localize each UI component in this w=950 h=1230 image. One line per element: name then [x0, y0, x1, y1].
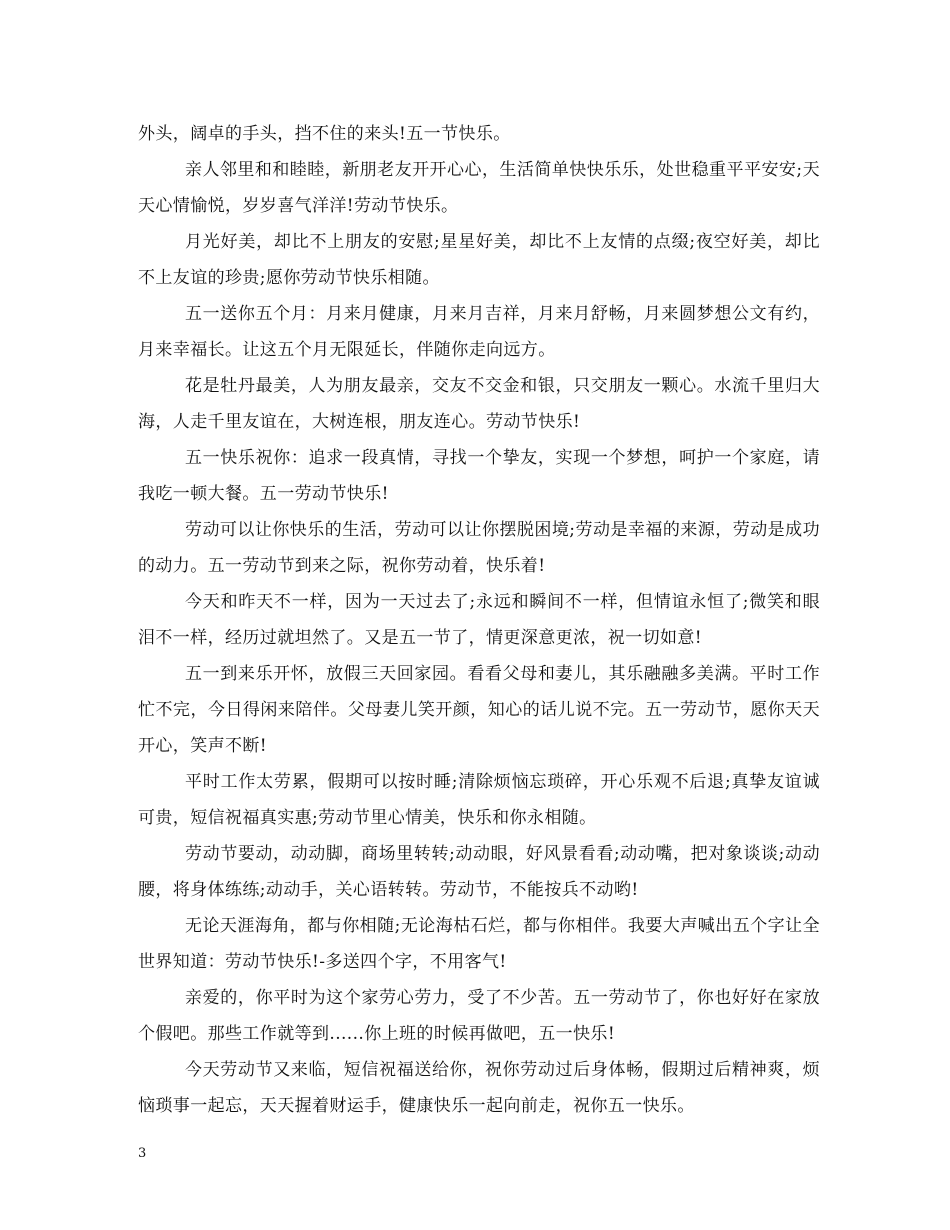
paragraph: 今天劳动节又来临，短信祝福送给你，祝你劳动过后身体畅，假期过后精神爽，烦恼琐事一起忘，天天握着财运手，健康快乐一起向前走，祝你五一快乐。: [138, 1060, 820, 1116]
document-body: [138, 116, 820, 1124]
paragraph: 五一送你五个月：月来月健康，月来月吉祥，月来月舒畅，月来圆梦想公文有约，月来幸福长。让这五个月无限延长，伴随你走向远方。: [138, 304, 820, 360]
paragraph: 五一到来乐开怀，放假三天回家园。看看父母和妻儿，其乐融融多美满。平时工作忙不完，今日得闲来陪伴。父母妻儿笑开颜，知心的话儿说不完。五一劳动节，愿你天天开心，笑声不断!: [138, 664, 820, 756]
paragraph: 无论天涯海角，都与你相随;无论海枯石烂，都与你相伴。我要大声喊出五个字让全世界知道：劳动节快乐!-多送四个字，不用客气!: [138, 916, 820, 972]
paragraph: 今天和昨天不一样，因为一天过去了;永远和瞬间不一样，但情谊永恒了;微笑和眼泪不一样，经历过就坦然了。又是五一节了，情更深意更浓，祝一切如意!: [138, 592, 820, 648]
paragraph: 月光好美，却比不上朋友的安慰;星星好美，却比不上友情的点缀;夜空好美，却比不上友谊的珍贵;愿你劳动节快乐相随。: [138, 232, 820, 288]
paragraph: 劳动可以让你快乐的生活，劳动可以让你摆脱困境;劳动是幸福的来源，劳动是成功的动力。五一劳动节到来之际，祝你劳动着，快乐着!: [138, 520, 820, 576]
paragraph: 亲爱的，你平时为这个家劳心劳力，受了不少苦。五一劳动节了，你也好好在家放个假吧。那些工作就等到......你上班的时候再做吧，五一快乐!: [138, 988, 820, 1044]
paragraph: 亲人邻里和和睦睦，新朋老友开开心心，生活简单快快乐乐，处世稳重平平安安;天天心情愉悦，岁岁喜气洋洋!劳动节快乐。: [138, 160, 820, 216]
paragraph: 劳动节要动，动动脚，商场里转转;动动眼，好风景看看;动动嘴，把对象谈谈;动动腰，将身体练练;动动手，关心语转转。劳动节，不能按兵不动哟!: [138, 844, 820, 900]
paragraph-continued: 外头，阔卓的手头，挡不住的来头!五一节快乐。: [138, 124, 511, 144]
paragraph: 花是牡丹最美，人为朋友最亲，交友不交金和银，只交朋友一颗心。水流千里归大海，人走千里友谊在，大树连根，朋友连心。劳动节快乐!: [138, 376, 820, 432]
page-number: 3: [138, 1146, 147, 1161]
paragraph: 五一快乐祝你：追求一段真情，寻找一个挚友，实现一个梦想，呵护一个家庭，请我吃一顿大餐。五一劳动节快乐!: [138, 448, 820, 504]
paragraph: 平时工作太劳累，假期可以按时睡;清除烦恼忘琐碎，开心乐观不后退;真挚友谊诚可贵，短信祝福真实惠;劳动节里心情美，快乐和你永相随。: [138, 772, 820, 828]
